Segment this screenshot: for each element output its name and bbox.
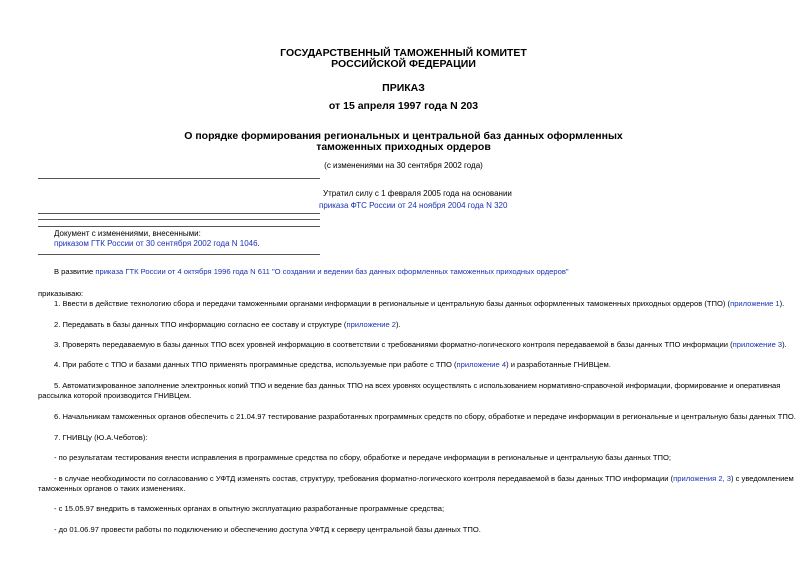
preamble: В развитие приказа ГТК России от 4 октября 1996 года N 611 "О создании и ведении баз данных оформленных таможенных приходных ордеров" xyxy=(54,267,569,276)
separator-rule xyxy=(38,178,320,179)
changes-label: Документ с изменениями, внесенными: xyxy=(54,229,201,238)
paragraph-2: 2. Передавать в базы данных ТПО информацию согласно ее составу и структуре (приложение 2). xyxy=(54,320,401,329)
separator-rule xyxy=(38,226,320,227)
dash-item-2-line2: таможенных органов о таких изменениях. xyxy=(38,484,186,493)
separator-rule xyxy=(38,254,320,255)
changes-order-link[interactable]: приказом ГТК России от 30 сентября 2002 года N 1046 xyxy=(54,239,258,248)
paragraph-6: 6. Начальникам таможенных органов обеспечить с 21.04.97 тестирование разработанных программных средств по сбору, обработке и передаче информации в региональные и центральную базы данных ТПО. xyxy=(54,412,796,421)
paragraph-5-line1: 5. Автоматизированное заполнение электронных копий ТПО и ведение баз данных ТПО на всех уровнях осуществлять с использованием нормативно-справочной информации, формирование и оперативная xyxy=(54,381,781,390)
paragraph-4: 4. При работе с ТПО и базами данных ТПО применять программные средства, используемые при работе с ТПО (приложение 4) и разработанные ГНИВЦем. xyxy=(54,360,611,369)
dash-item-1: - по результатам тестирования внести исправления в программные средства по сбору, обработке и передаче информации в региональные и центральную базы данных ТПО; xyxy=(54,453,671,462)
paragraph-5-line2: рассылка которой производится ГНИВЦем. xyxy=(38,391,192,400)
appendix-2-link[interactable]: приложение 2 xyxy=(346,320,396,329)
separator-rule xyxy=(38,213,320,214)
doc-type: ПРИКАЗ xyxy=(382,82,425,94)
paragraph-1: 1. Ввести в действие технологию сбора и передачи таможенными органами информации в региональные и центральную базы данных оформленных таможенных приходных ордеров (ТПО) (приложение 1). xyxy=(54,299,785,308)
org-name-line1: ГОСУДАРСТВЕННЫЙ ТАМОЖЕННЫЙ КОМИТЕТ xyxy=(280,47,527,59)
appendix-3-link[interactable]: приложение 3 xyxy=(732,340,783,349)
dash-item-4: - до 01.06.97 провести работы по подключению и обеспечению доступа УФТД к серверу центральной базы данных ТПО. xyxy=(54,525,481,534)
doc-title-line2: таможенных приходных ордеров xyxy=(316,141,491,153)
paragraph-7: 7. ГНИВЦу (Ю.А.Чеботов): xyxy=(54,433,148,442)
appendix-1-link[interactable]: приложение 1 xyxy=(730,299,780,308)
order-word: приказываю: xyxy=(38,289,84,298)
changes-line: приказом ГТК России от 30 сентября 2002 года N 1046. xyxy=(54,239,260,248)
amendments-note: (с изменениями на 30 сентября 2002 года) xyxy=(324,161,483,170)
separator-rule xyxy=(38,219,320,220)
dash-item-2: - в случае необходимости по согласованию с УФТД изменять состав, структуру, требования форматно-логического контроля передаваемой в базы данных ТПО информации (приложения 2, 3) с уведомлением xyxy=(54,474,794,483)
base-order-link[interactable]: приказа ГТК России от 4 октября 1996 года N 611 "О создании и ведении баз данных оформленных таможенных приходных ордеров" xyxy=(95,267,569,276)
repeal-order-link[interactable]: приказа ФТС России от 24 ноября 2004 года N 320 xyxy=(319,201,508,210)
doc-title-line1: О порядке формирования региональных и центральной баз данных оформленных xyxy=(184,130,623,142)
appendix-4-link[interactable]: приложение 4 xyxy=(456,360,507,369)
doc-date: от 15 апреля 1997 года N 203 xyxy=(328,100,479,112)
repeal-status: Утратил силу с 1 февраля 2005 года на основании xyxy=(323,189,512,198)
paragraph-3: 3. Проверять передаваемую в базы данных ТПО всех уровней информацию в соответствии с требованиями форматно-логического контроля передаваемой в базы данных ТПО информации (приложение 3). xyxy=(54,340,787,349)
appendices-2-3-link[interactable]: приложения 2, 3 xyxy=(673,474,731,483)
org-name-line2: РОССИЙСКОЙ ФЕДЕРАЦИИ xyxy=(331,58,476,70)
dash-item-3: - с 15.05.97 внедрить в таможенных органах в опытную эксплуатацию разработанные программные средства; xyxy=(54,504,445,513)
